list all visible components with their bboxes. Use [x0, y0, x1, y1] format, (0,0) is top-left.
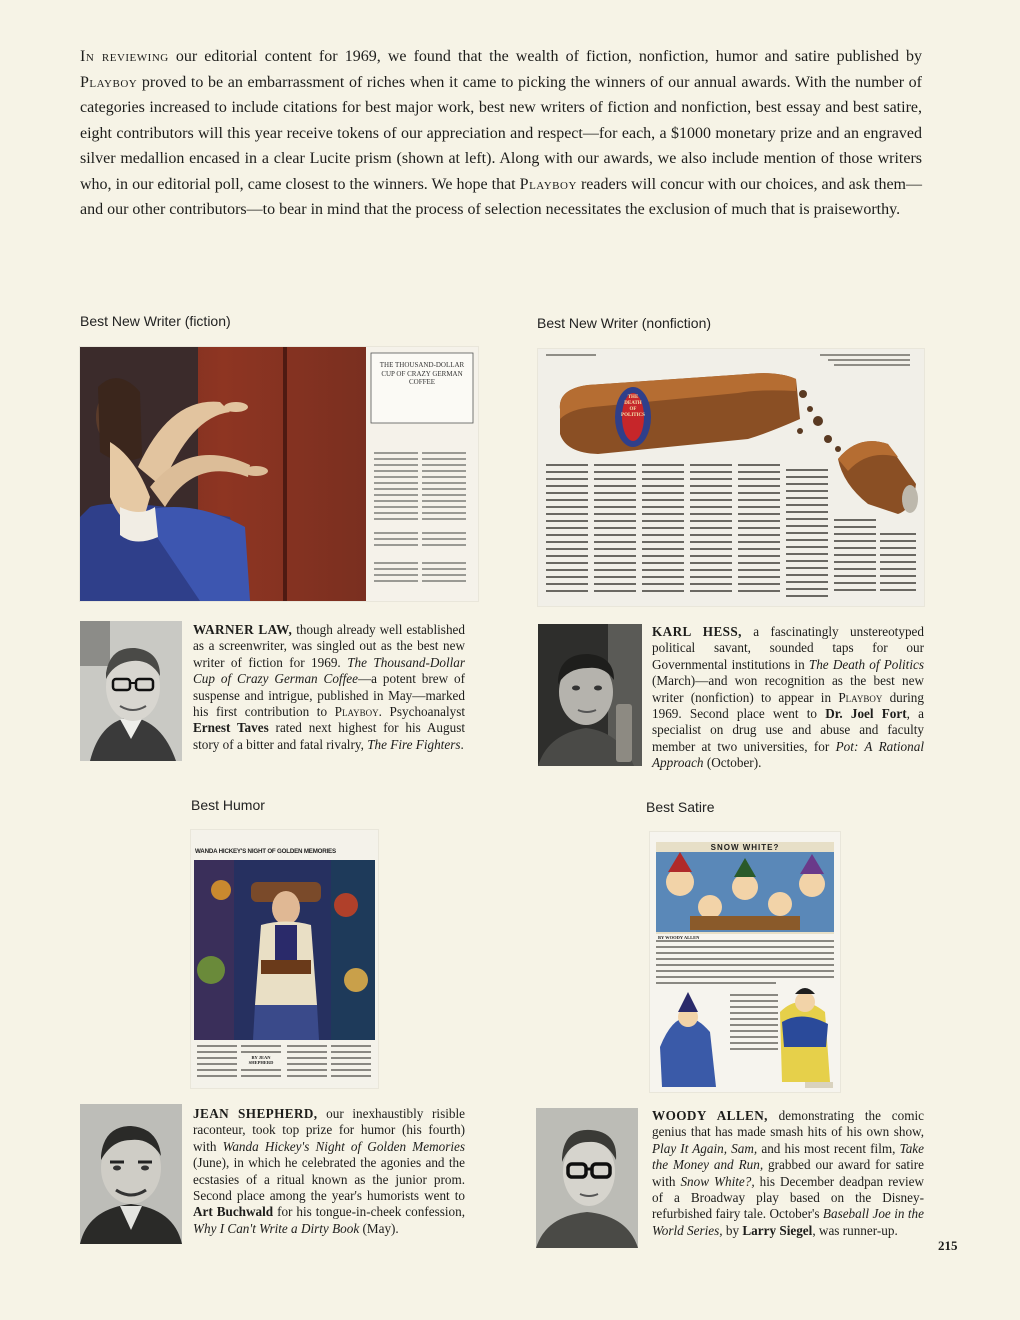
work-title: Baseball Joe in the World Series, [652, 1206, 924, 1238]
cigar-band-text: THE DEATH OF POLITICS [621, 395, 645, 418]
satire-article-spread [650, 832, 840, 1092]
category-best-humor: Best Humor [191, 797, 265, 813]
satire-spread-title: SNOW WHITE? [710, 843, 780, 852]
work-title: The Fire Fighters [367, 736, 461, 752]
cigar-illustration [538, 349, 924, 606]
winner-name: WARNER LAW, [193, 622, 293, 637]
fiction-spread-title: THE THOUSAND-DOLLAR CUP OF CRAZY GERMAN COFFEE [379, 361, 465, 386]
intro-paragraph: In reviewing our editorial content for 1969, we found that the wealth of fiction, nonfiction, humor and satire published by Playboy proved to be an embarrassment of riches when it came to picking the winners of our annual awards. With the number of categories increased to include citations for best major work, best new writers of fiction and nonfiction, best essay and best satire, eight contributors will this year receive tokens of our appreciation and respect—for each, a $1000 monetary prize and an engraved silver medallion encased in a clear Lucite prism (shown at left). Along with our awards, we also include mention of those writers who, in our editorial poll, came closest to the winners. We hope that Playboy readers will concur with our choices, and ask them—and our other contributors—to bear in mind that the process of selection necessitates the exclusion of much that is praiseworthy. [80, 48, 923, 218]
magazine-name: Playboy [519, 175, 577, 193]
work-title: Play It Again, Sam, [652, 1140, 758, 1156]
work-title: Why I Can't Write a Dirty Book [193, 1220, 360, 1236]
karl-hess-portrait [538, 624, 642, 766]
fiction-article-spread [80, 347, 478, 601]
humor-illustration [191, 830, 378, 1088]
runner-up-name: Larry Siegel [742, 1222, 813, 1238]
magazine-name: Playboy [80, 73, 138, 91]
woody-allen-bio: WOODY ALLEN, demonstrating the comic genius that has made smash hits of his own show, Play It Again, Sam, and his most recent film, Take the Money and Run, grabbed our award for satire with Snow White?, his December deadpan review of a Broadway play based on the Disney-refurbished fairy tale. October's Baseball Joe in the World Series, by Larry Siegel, was runner-up. [652, 1108, 925, 1238]
jean-shepherd-bio: JEAN SHEPHERD, our inexhaustibly risible raconteur, took top prize for humor (his fourth) with Wanda Hickey's Night of Golden Memories (June), in which he celebrated the agonies and the ecstasies of a ritual known as the junior prom. Second place among the year's humorists went to Art Buchwald for his tongue-in-cheek confession, Why I Can't Write a Dirty Book (May). [193, 1106, 465, 1236]
humor-spread-title: WANDA HICKEY'S NIGHT OF GOLDEN MEMORIES [195, 848, 336, 855]
work-title: The Thousand-Dollar Cup of Crazy German Coffee [193, 654, 466, 687]
nonfiction-article-spread [538, 349, 924, 606]
work-title: Pot: A Rational Approach [652, 738, 924, 771]
category-best-satire: Best Satire [646, 799, 715, 815]
category-best-new-writer-fiction: Best New Writer (fiction) [80, 313, 231, 329]
jean-shepherd-portrait [80, 1104, 182, 1244]
woody-allen-portrait [536, 1108, 638, 1248]
warner-law-bio: WARNER LAW, though already well established as a screenwriter, was singled out as the best new writer of fiction for 1969. The Thousand-Dollar Cup of Crazy German Coffee—a potent brew of suspense and intrigue, published in May—marked his first contribution to Playboy. Psychoanalyst Ernest Taves rated next highest for his August story of a bitter and fatal rivalry, The Fire Fighters. [193, 622, 466, 752]
satire-spread-byline: BY WOODY ALLEN [658, 935, 728, 940]
winner-name: KARL HESS, [652, 624, 742, 639]
winner-name: JEAN SHEPHERD, [193, 1106, 318, 1121]
work-title: Snow White?, [680, 1173, 755, 1189]
winner-name: WOODY ALLEN, [652, 1108, 768, 1123]
work-title: Wanda Hickey's Night of Golden Memories [222, 1138, 465, 1154]
humor-article-spread [191, 830, 378, 1088]
page-number: 215 [938, 1238, 958, 1253]
category-best-new-writer-nonfiction: Best New Writer (nonfiction) [537, 315, 712, 331]
warner-law-portrait [80, 621, 182, 761]
work-title: Take the Money and Run, [652, 1140, 925, 1173]
humor-spread-byline: BY JEAN SHEPHERD [241, 1055, 281, 1065]
intro-lead: In reviewing [80, 48, 169, 65]
work-title: The Death of Politics [808, 656, 924, 672]
karl-hess-bio: KARL HESS, a fascinatingly unstereotyped political savant, sounded taps for our Governmental institutions in The Death of Politics (March)—and won recognition as the best new writer (nonfiction) to appear in Playboy during 1969. Second place went to Dr. Joel Fort, a specialist on drug use and abuse and faculty member at two universities, for Pot: A Rational Approach (October). [652, 624, 924, 771]
runner-up-name: Dr. Joel Fort [825, 706, 907, 722]
satire-illustration [650, 832, 840, 1092]
runner-up-name: Ernest Taves [193, 720, 269, 736]
runner-up-name: Art Buchwald [193, 1204, 274, 1220]
